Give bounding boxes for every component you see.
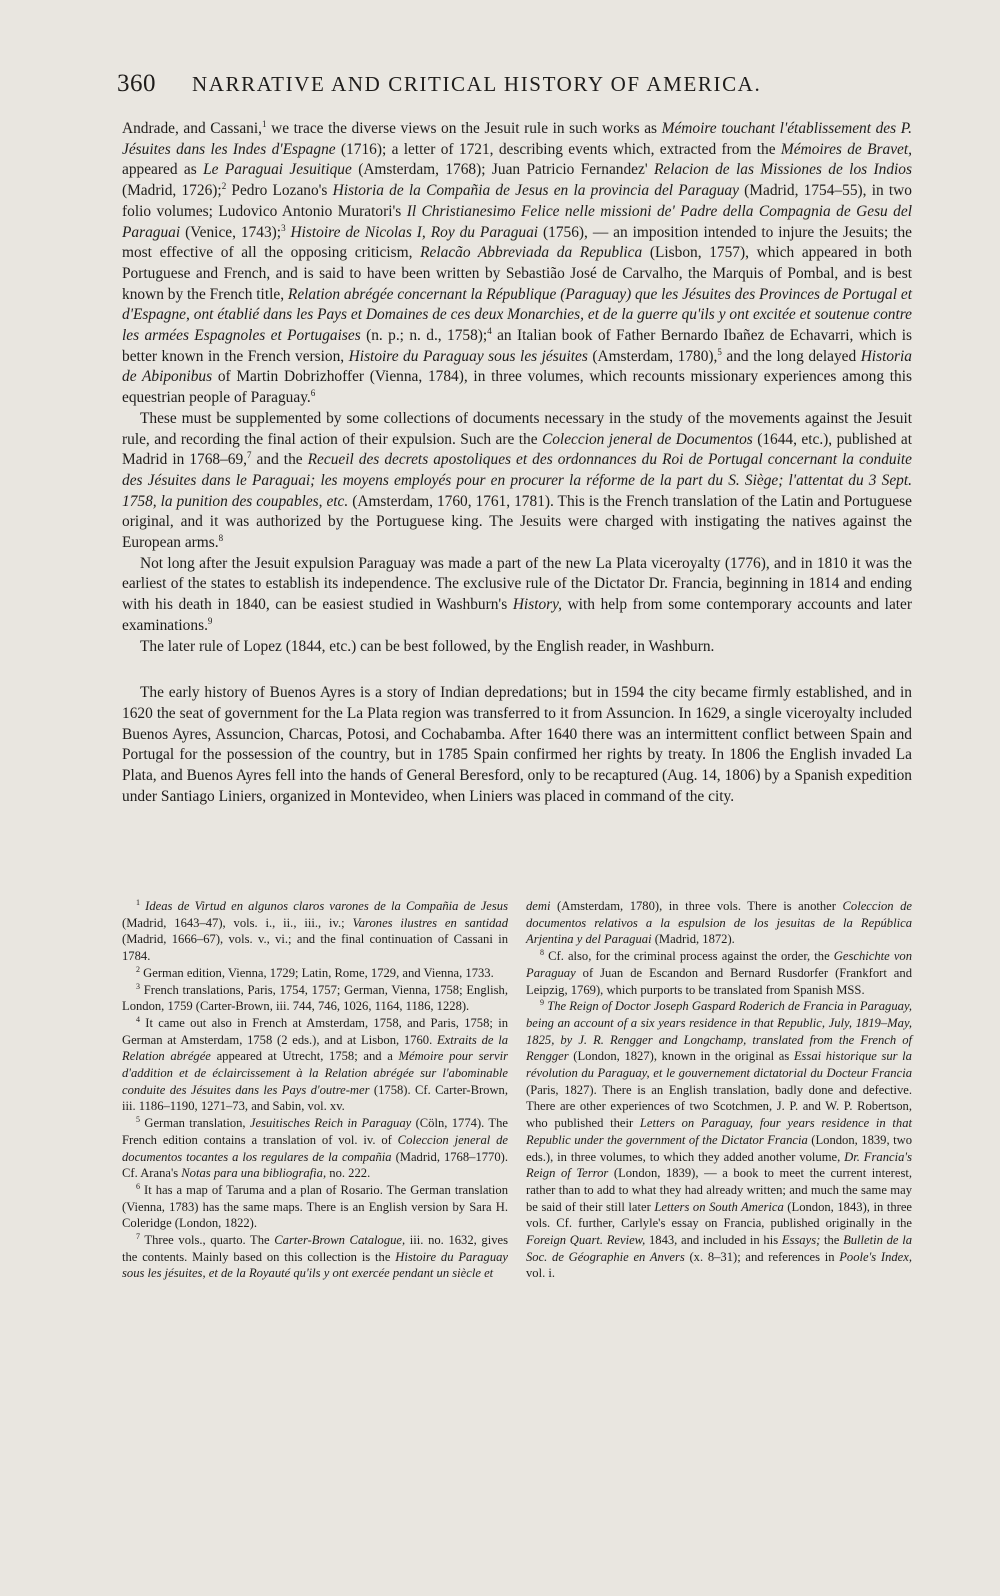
text-run: 1843, and included in his	[645, 1233, 782, 1248]
italic-title: Carter-Brown Catalogue,	[274, 1233, 406, 1248]
text-run: The later rule of Lopez (1844, etc.) can be best followed, by the English reader, in Washburn.	[140, 637, 715, 655]
footnote-marker: 9	[207, 615, 213, 626]
italic-title: Historia de Abiponibus	[122, 347, 912, 386]
italic-title: Varones ilustres en santidad	[352, 915, 509, 930]
italic-title: Relation abrégée concernant la République (Paraguay) que les Jésuites des Provinces de Portugal et d'Espagne, ont établié dans les Pays et Domaines de ces deux Monarchies, et de la guerre qu'ils y ont excitée et soutenue contre les armées Espagnoles et Portugaises	[122, 285, 912, 345]
text-run: (London, 1827), known in the original as	[568, 1049, 794, 1064]
text-run: (Madrid, 1666–67), vols. v., vi.; and the final continuation of Cassani in 1784.	[122, 932, 508, 964]
footnote-marker: 2	[221, 180, 227, 191]
text-run: (London, 1839), — a book to meet the current interest, rather than to add to what they had already written; and much the same may be said of their still later	[526, 1166, 913, 1214]
footnotes-right-column	[526, 898, 912, 1282]
text-run: iii. no. 1632, gives the contents. Mainly based on this collection is the	[122, 1233, 509, 1264]
footnote-marker: 1	[261, 118, 267, 129]
text-run: (n. p.; n. d., 1758);	[360, 327, 488, 345]
italic-title: Coleccion de documentos relativos a la espulsion de los jesuitas de la República Arjentina y del Paraguai	[526, 899, 912, 947]
text-run: (Madrid, 1768–1770). Cf. Arana's	[122, 1149, 508, 1181]
text-run: Cf. also, for the criminal process against the order, the	[544, 949, 834, 964]
footnote-marker: 6	[310, 388, 316, 399]
text-run: (x. 8–31); and references in	[684, 1249, 840, 1264]
text-run: (Paris, 1827). There is an English translation, badly done and defective. There are other experiences of two Scotchmen, J. P. and W. P. Robertson, who published their	[526, 1082, 912, 1131]
footnote-marker: 7	[247, 450, 252, 461]
running-head: NARRATIVE AND CRITICAL HISTORY OF AMERICA.	[192, 72, 762, 96]
footnote-marker: 4	[136, 1014, 140, 1024]
footnote	[122, 965, 508, 982]
text-run: (Lisbon, 1757), which appeared in both Portuguese and French, and is said to have been written by Sebastião José de Carvalho, the Marquis of Pombal, and is best known by the French title,	[122, 244, 913, 303]
text-run: (Madrid, 1643–47), vols. i., ii., iii., iv.;	[122, 915, 353, 930]
italic-title: Recueil des decrets apostoliques et des ordonnances du Roi de Portugal concernant la conduite des Jésuites dans le Paraguai; les moyens employés pour en procurer la réforme de la part du S. Siège; l'attentat du 3 Sept. 1758, la punition des coupables, etc.	[122, 451, 912, 510]
italic-title: Jesuitisches Reich in Paraguay	[249, 1116, 412, 1131]
footnote	[122, 898, 508, 965]
italic-title: demi	[526, 899, 551, 913]
footnote-marker: 9	[540, 998, 544, 1008]
footnote	[122, 1115, 508, 1182]
footnote	[526, 998, 912, 1282]
text-run: Not long after the Jesuit expulsion Paraguay was made a part of the new La Plata viceroyalty (1776), and in 1810 it was the earliest of the states to establish its independence. The exclusive rule of the Dictator Dr. Francia, beginning in 1814 and ending with his death in 1840, can be easiest studied in Washburn's	[122, 554, 912, 614]
text-run: and the	[251, 451, 308, 469]
text-run: with help from some contemporary accounts and later examinations.	[122, 596, 913, 634]
footnote-marker: 6	[136, 1181, 140, 1191]
italic-title: Le Paraguai Jesuitique	[203, 161, 352, 179]
text-run: (1758). Cf. Carter-Brown, iii. 1186–1190, 1271–73, and Sabin, vol. xv.	[122, 1082, 508, 1114]
text-run: (Amsterdam, 1760, 1761, 1781). This is the French translation of the Latin and Portuguese original, and it was authorized by the Portuguese king. The Jesuits were charged with instigating the natives against the European arms.	[122, 492, 913, 552]
text-run: (London, 1839, two eds.), in three volumes, to which they added another volume,	[526, 1132, 912, 1164]
footnote	[526, 898, 912, 948]
footnote	[122, 1182, 508, 1232]
text-run: (London, 1843), in three vols. Cf. further, Carlyle's essay on Francia, published originally in the	[526, 1199, 912, 1231]
paragraph-lopez	[122, 637, 912, 658]
paragraph-buenos-ayres	[122, 683, 912, 807]
text-run: vol. i.	[526, 1266, 556, 1281]
italic-title: Mémoire pour servir d'addition et de éclaircissement à la Relation abrégée sur l'abominable conduite des Jésuites dans les Pays d'outre-mer	[122, 1049, 508, 1097]
text-run: (Madrid, 1754–55), in two folio volumes; Ludovico Antonio Muratori's	[122, 182, 912, 220]
italic-title: Letters on Paraguay, four years residence in that Republic under the government of the Dictator Francia	[526, 1116, 912, 1147]
italic-title: Histoire de Nicolas I, Roy du Paraguai	[290, 223, 539, 241]
italic-title: Relacion de las Missiones de los Indios	[654, 161, 912, 179]
text-run: (Amsterdam, 1780), in three vols. There is another	[550, 899, 843, 913]
footnote	[122, 982, 508, 1015]
italic-title: History,	[512, 596, 562, 614]
footnotes-left-column	[122, 898, 508, 1282]
footnote-marker: 3	[281, 222, 286, 233]
page-number: 360	[117, 70, 156, 97]
text-run: (1716); a letter of 1721, describing events which, extracted from the	[335, 140, 781, 158]
italic-title: Mémoire touchant l'établissement des P. Jésuites dans les Indes d'Espagne	[122, 120, 912, 158]
text-run: The early history of Buenos Ayres is a story of Indian depredations; but in 1594 the city became firmly established, and in 1620 the seat of government for the La Plata region was transferred to it from Assuncion. In 1629, a single viceroyalty included Buenos Ayres, Assuncion, Charcas, Potosi, and Cochabamba. After 1640 there was an intermittent conflict between Spain and Portugal for the possession of the country, but in 1785 Spain confirmed her rights by treaty. In 1806 the English invaded La Plata, and Buenos Ayres fell into the hands of General Beresford, only to be recaptured (Aug. 14, 1806) by a Spanish expedition under Santiago Liniers, organized in Montevideo, when Liniers was placed in command of the city.	[122, 684, 912, 805]
italic-title: Notas para una bibliografia,	[181, 1166, 327, 1181]
text-run: French translations, Paris, 1754, 1757; German, Vienna, 1758; English, London, 1759 (Carter-Brown, iii. 744, 746, 1026, 1164, 1186, 1228).	[122, 982, 508, 1014]
paragraph-jesuit-works	[122, 119, 912, 409]
footnote-marker: 5	[136, 1114, 140, 1124]
italic-title: The Reign of Doctor Joseph Gaspard Roderich de Francia in Paraguay, being an account of a six years residence in that Republic, July, 1819–May, 1825, by J. R. Rengger and Longchamp, translated from the French of Rengger	[526, 999, 912, 1064]
text-run: German translation,	[140, 1116, 250, 1131]
page-header	[117, 70, 917, 104]
text-run: Andrade, and Cassani,	[122, 120, 262, 137]
italic-title: Ideas de Virtud en algunos claros varones de la Compañia de Jesus	[145, 899, 508, 913]
text-run: of Juan de Escandon and Bernard Rusdorfer (Frankfort and Leipzig, 1769), which purports to be translated from Spanish MSS.	[526, 965, 912, 997]
italic-title: Il Christianesimo Felice nelle missioni de' Padre della Compagnia de Gesu del Paraguai	[122, 202, 912, 241]
italic-title: Mémoires de Bravet,	[780, 140, 912, 158]
italic-title: Extraits de la Relation abrégée	[122, 1032, 508, 1064]
footnotes	[122, 898, 912, 1282]
footnote	[122, 1015, 508, 1115]
italic-title: Coleccion jeneral de documentos tocantes a los regulares de la compañia	[122, 1132, 508, 1164]
text-run: It has a map of Taruma and a plan of Rosario. The German translation (Vienna, 1783) has the same maps. There is an English version by Sara H. Coleridge (London, 1822).	[122, 1182, 508, 1231]
text-run: appeared as	[122, 161, 204, 179]
footnote-marker: 7	[136, 1231, 140, 1241]
text-run: the	[820, 1233, 844, 1248]
text-run: (Madrid, 1726);	[122, 182, 222, 200]
text-run: (Amsterdam, 1768); Juan Patricio Fernandez'	[351, 161, 654, 179]
text-run: no. 222.	[326, 1166, 371, 1181]
text-run: appeared at Utrecht, 1758; and a	[210, 1049, 399, 1064]
italic-title: Geschichte von Paraguay	[526, 949, 912, 980]
footnote	[122, 1232, 508, 1282]
text-run: (Amsterdam, 1780),	[587, 347, 718, 365]
footnote-marker: 4	[487, 325, 492, 336]
italic-title: Poole's Index,	[839, 1249, 913, 1264]
italic-title: Bulletin de la Soc. de Géographie en Anvers	[526, 1233, 912, 1264]
italic-title: Foreign Quart. Review,	[526, 1233, 646, 1248]
italic-title: Histoire du Paraguay sous les jésuites, et de la Royauté qu'ils y ont exercée pendant un siècle et	[122, 1249, 509, 1281]
text-run: an Italian book of Father Bernardo Ibañez de Echavarri, which is better known in the French version,	[122, 327, 912, 365]
footnote-marker: 1	[136, 897, 140, 907]
italic-title: Essai historique sur la révolution du Paraguay, et le gouvernement dictatorial du Docteur Francia	[526, 1049, 912, 1081]
text-run: It came out also in French at Amsterdam, 1758, and Paris, 1758; in German at Amsterdam, 1758 (2 eds.), and at Lisbon, 1760.	[122, 1015, 508, 1047]
footnote-marker: 8	[540, 947, 544, 957]
text-run: (Cöln, 1774). The French edition contains a translation of vol. iv. of	[122, 1116, 508, 1147]
footnote-marker: 3	[136, 981, 140, 991]
italic-title: Letters on South America	[654, 1199, 784, 1214]
italic-title: Histoire du Paraguay sous les jésuites	[348, 347, 588, 365]
text-run: (Madrid, 1872).	[651, 932, 735, 947]
footnote-marker: 5	[717, 346, 722, 357]
footnote-marker: 2	[136, 964, 140, 974]
footnote	[526, 948, 912, 998]
italic-title: Relacão Abbreviada da Republica	[420, 244, 643, 262]
text-run: German edition, Vienna, 1729; Latin, Rome, 1729, and Vienna, 1733.	[140, 965, 494, 980]
text-run: and the long delayed	[721, 347, 861, 365]
text-run: These must be supplemented by some collections of documents necessary in the study of the movements against the Jesuit rule, and recording the final action of their expulsion. Such are the	[122, 409, 912, 448]
text-run: Pedro Lozano's	[226, 182, 333, 200]
main-text	[122, 119, 912, 808]
text-run: of Martin Dobrizhoffer (Vienna, 1784), in three volumes, which recounts missionary experiences among this equestrian people of Paraguay.	[122, 368, 912, 407]
italic-title: Coleccion jeneral de Documentos	[541, 430, 753, 448]
text-run: we trace the diverse views on the Jesuit rule in such works as	[266, 120, 662, 137]
text-run: (Venice, 1743);	[180, 223, 282, 241]
text-run: Three vols., quarto. The	[140, 1233, 275, 1248]
paragraph-documents	[122, 409, 912, 554]
paragraph-paraguay-independence	[122, 554, 912, 637]
text-run: (1644, etc.), published at Madrid in 1768–69,	[122, 430, 912, 469]
text-run: (1756), — an imposition intended to injure the Jesuits; the most effective of all the opposing criticism,	[122, 223, 912, 262]
italic-title: Dr. Francia's Reign of Terror	[526, 1149, 912, 1181]
italic-title: Essays;	[781, 1233, 821, 1248]
footnote-marker: 8	[218, 532, 224, 543]
italic-title: Historia de la Compañia de Jesus en la provincia del Paraguay	[332, 182, 739, 200]
